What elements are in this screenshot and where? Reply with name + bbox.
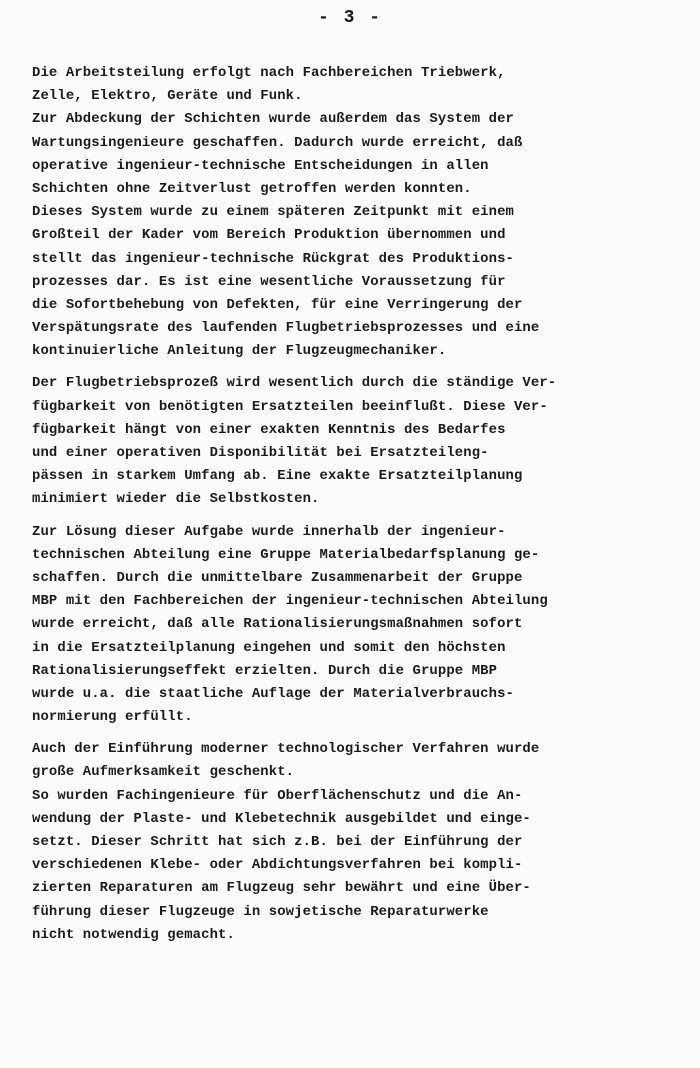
text-line: nicht notwendig gemacht. bbox=[32, 926, 235, 943]
paragraph-3 bbox=[32, 521, 692, 730]
text-line: kontinuierliche Anleitung der Flugzeugmechaniker. bbox=[32, 343, 447, 360]
text-line: fügbarkeit von benötigten Ersatzteilen beeinflußt. Diese Ver- bbox=[32, 398, 548, 415]
text-line: operative ingenieur-technische Entscheidungen in allen bbox=[32, 157, 489, 174]
paragraph-gap bbox=[32, 729, 692, 738]
text-line: führung dieser Flugzeuge in sowjetische Reparaturwerke bbox=[32, 903, 489, 920]
paragraph-gap bbox=[32, 363, 692, 372]
text-line: minimiert wieder die Selbstkosten. bbox=[32, 491, 320, 508]
paragraph-1 bbox=[32, 62, 692, 363]
text-line: MBP mit den Fachbereichen der ingenieur-technischen Abteilung bbox=[32, 593, 548, 610]
text-line: technischen Abteilung eine Gruppe Materialbedarfsplanung ge- bbox=[32, 546, 540, 563]
text-line: stellt das ingenieur-technische Rückgrat des Produktions- bbox=[32, 250, 514, 267]
text-line: verschiedenen Klebe- oder Abdichtungsverfahren bei kompli- bbox=[32, 857, 523, 874]
text-line: große Aufmerksamkeit geschenkt. bbox=[32, 764, 295, 781]
paragraph-gap bbox=[32, 512, 692, 521]
text-line: wurde u.a. die staatliche Auflage der Materialverbrauchs- bbox=[32, 685, 514, 702]
text-line: wurde erreicht, daß alle Rationalisierungsmaßnahmen sofort bbox=[32, 616, 523, 633]
text-line: pässen in starkem Umfang ab. Eine exakte Ersatzteilplanung bbox=[32, 468, 523, 485]
text-line: prozesses dar. Es ist eine wesentliche Voraussetzung für bbox=[32, 273, 506, 290]
text-line: Der Flugbetriebsprozeß wird wesentlich durch die ständige Ver- bbox=[32, 375, 557, 392]
text-line: zierten Reparaturen am Flugzeug sehr bewährt und eine Über- bbox=[32, 880, 531, 897]
text-line: Zur Abdeckung der Schichten wurde außerdem das System der bbox=[32, 111, 514, 128]
text-line: setzt. Dieser Schritt hat sich z.B. bei der Einführung der bbox=[32, 834, 523, 850]
text-line: Auch der Einführung moderner technologischer Verfahren wurde bbox=[32, 741, 540, 758]
paragraph-2 bbox=[32, 372, 692, 511]
document-body bbox=[32, 62, 692, 947]
text-line: und einer operativen Disponibilität bei Ersatzteileng- bbox=[32, 445, 489, 461]
text-line: Wartungsingenieure geschaffen. Dadurch wurde erreicht, daß bbox=[32, 134, 523, 151]
text-line: die Sofortbehebung von Defekten, für eine Verringerung der bbox=[32, 296, 523, 313]
text-line: Großteil der Kader vom Bereich Produktion übernommen und bbox=[32, 227, 506, 244]
text-line: schaffen. Durch die unmittelbare Zusammenarbeit der Gruppe bbox=[32, 569, 523, 586]
text-line: Zur Lösung dieser Aufgabe wurde innerhalb der ingenieur- bbox=[32, 523, 506, 540]
text-line: fügbarkeit hängt von einer exakten Kenntnis des Bedarfes bbox=[32, 421, 506, 438]
text-line: Schichten ohne Zeitverlust getroffen werden konnten. bbox=[32, 180, 472, 197]
paragraph-4 bbox=[32, 738, 692, 947]
text-line: Verspätungsrate des laufenden Flugbetriebsprozesses und eine bbox=[32, 320, 540, 337]
text-line: Dieses System wurde zu einem späteren Zeitpunkt mit einem bbox=[32, 204, 514, 221]
page-number: - 3 - bbox=[317, 8, 382, 28]
text-line: So wurden Fachingenieure für Oberflächenschutz und die An- bbox=[32, 787, 523, 804]
text-line: Die Arbeitsteilung erfolgt nach Fachbereichen Triebwerk, bbox=[32, 65, 506, 81]
text-line: in die Ersatzteilplanung eingehen und somit den höchsten bbox=[32, 639, 506, 656]
text-line: wendung der Plaste- und Klebetechnik ausgebildet und einge- bbox=[32, 810, 531, 827]
text-line: normierung erfüllt. bbox=[32, 709, 193, 726]
text-line: Zelle, Elektro, Geräte und Funk. bbox=[32, 88, 303, 105]
text-line: Rationalisierungseffekt erzielten. Durch die Gruppe MBP bbox=[32, 662, 498, 679]
